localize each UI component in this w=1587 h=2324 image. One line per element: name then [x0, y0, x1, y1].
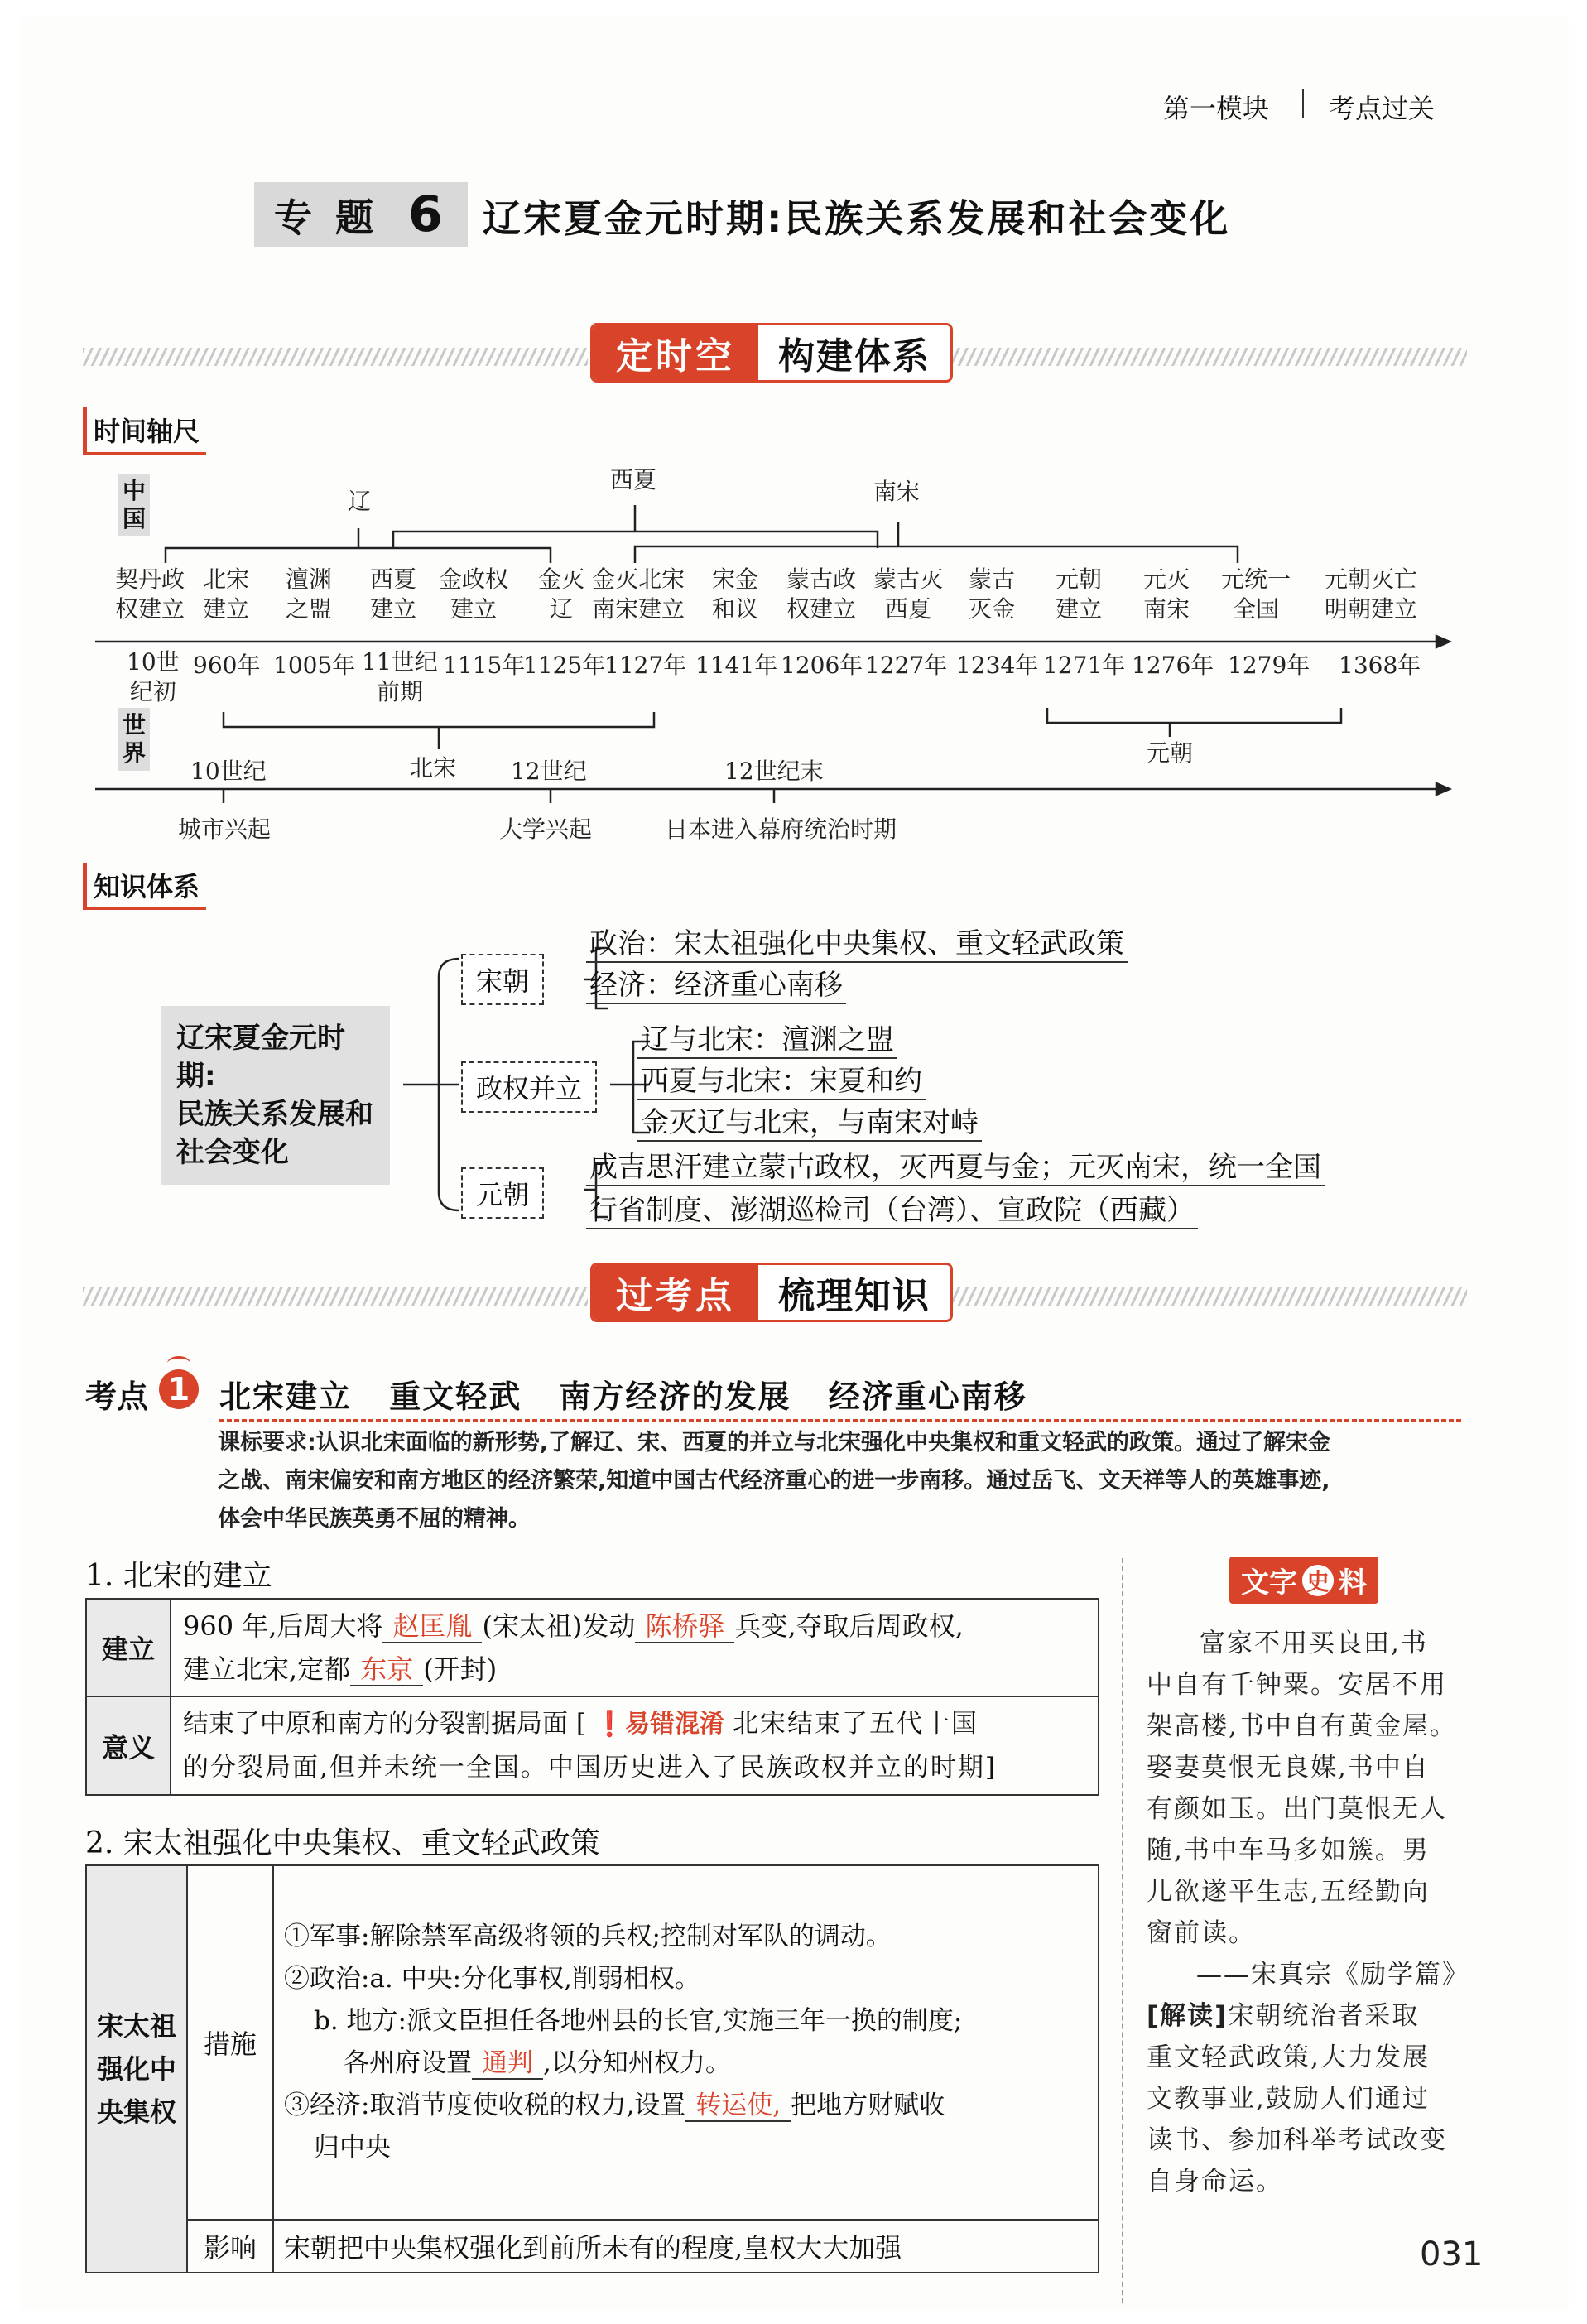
page-title: 辽宋夏金元时期:民族关系发展和社会变化 — [483, 196, 1231, 241]
timeline-event: 元朝灭亡 明朝建立 — [1325, 565, 1418, 623]
error-prone-tag: 易错混淆 — [625, 1710, 725, 1739]
banner-left: 定时空 — [593, 325, 758, 380]
kaodian-number: 1 — [159, 1369, 199, 1409]
timeline-year: 1234年 — [956, 652, 1039, 679]
answer-zhuanyunshi: 转运使, — [685, 2091, 791, 2122]
answer-chenqiaoyi: 陈桥驿 — [635, 1610, 734, 1643]
timeline-year: 1127年 — [604, 652, 687, 679]
page — [21, 17, 1569, 2310]
banner-right: 构建体系 — [758, 325, 950, 380]
centralization-table — [85, 1864, 1099, 2273]
poem-source: ——宋真宗《励学篇》 — [1196, 1960, 1469, 1990]
timeline-year: 1125年 — [523, 652, 606, 679]
significance-content: 结束了中原和南方的分裂割据局面 [ ❗易错混淆 北宋结束了五代十国 的分裂局面,但并未统一全国。中国历史进入了民族政权并立的时期] — [171, 1696, 1099, 1795]
world-event: 日本进入幕府统治时期 — [665, 816, 897, 843]
answer-zhaokuangyin: 赵匡胤 — [382, 1610, 482, 1643]
china-tag: 中国 — [118, 474, 150, 536]
timeline-event: 澶渊 之盟 — [286, 565, 333, 623]
timeline-year: 1206年 — [781, 652, 863, 679]
page-number: 031 — [1420, 2235, 1484, 2273]
timeline-event: 蒙古灭 西夏 — [873, 565, 944, 623]
timeline-event: 元朝 建立 — [1056, 565, 1103, 623]
measure-head: 措施 — [187, 1865, 273, 2220]
historical-material-title: 文字 史 料 — [1229, 1557, 1378, 1604]
row-head-significance: 意义 — [86, 1696, 171, 1795]
knowledge-topic: 辽宋夏金元时期: 民族关系发展和 社会变化 — [161, 1006, 390, 1185]
timeline-label: 时间轴尺 — [83, 407, 206, 455]
measure-content: ①军事:解除禁军高级将领的兵权;控制对军队的调动。 ②政治:a. 中央:分化事权,削弱相权。 b. 地方:派文臣担任各地州县的长官,实施三年一换的制度; 各州府设置 通判 ,以分知州权力。 ③经济:取消节度使收税的权力,设置 转运使, 把地方财赋收 归中央 — [273, 1865, 1099, 2220]
tree-item: 成吉思汗建立蒙古政权，灭西夏与金；元灭南宋，统一全国 — [586, 1144, 1325, 1186]
timeline-event: 宋金 和议 — [712, 565, 759, 623]
world-tag: 世界 — [118, 708, 150, 771]
timeline-year: 1005年 — [273, 652, 356, 679]
timeline-year: 1279年 — [1228, 652, 1310, 679]
divider-hatch — [950, 1287, 1467, 1306]
timeline-year: 1115年 — [443, 652, 526, 679]
signal-icon — [167, 1356, 190, 1370]
knowledge-label: 知识体系 — [83, 863, 206, 910]
timeline-event: 元灭 南宋 — [1143, 565, 1190, 623]
world-event: 大学兴起 — [499, 816, 593, 843]
topic-badge-number: 6 — [408, 185, 448, 243]
answer-dongjing: 东京 — [350, 1653, 423, 1686]
world-event: 城市兴起 — [178, 816, 272, 843]
founding-content: 960 年,后周大将 赵匡胤 (宋太祖)发动 陈桥驿 兵变,夺取后周政权, 建立北宋,定都 东京 (开封) — [171, 1599, 1099, 1696]
historical-material-text: 富家不用买良田,书 中自有千钟粟。安居不用 架高楼,书中自有黄金屋。 娶妻莫恨无良媒,书中自 有颜如玉。出门莫恨无人 随,书中车马多如簇。男 儿欲遂平生志,五经勤向 窗前读。 ——宋真宗《励学篇》 [解读]宋朝统治者采取 重文轻武政策,大力发展 文教事业,鼓励人们通过 读书、参加科举考试改变 自身命运。 — [1147, 1623, 1478, 2202]
error-prone-icon: ❗ — [594, 1710, 626, 1739]
banner-left: 过考点 — [593, 1265, 758, 1320]
timeline-event: 金政权 建立 — [439, 565, 509, 623]
timeline-year: 1276年 — [1132, 652, 1214, 679]
topic-badge-label: 专 题 — [274, 195, 379, 240]
xixia-label: 西夏 — [610, 466, 657, 493]
timeline-event: 北宋 建立 — [203, 565, 250, 623]
branch-regimes: 政权并立 — [461, 1061, 597, 1113]
kaodian-label: 考点 — [85, 1379, 149, 1415]
branch-song: 宋朝 — [461, 954, 544, 1005]
timeline-lines — [21, 17, 1569, 861]
timeline-year: 1271年 — [1043, 652, 1126, 679]
divider-hatch — [83, 1287, 588, 1306]
timeline-event: 契丹政 权建立 — [115, 565, 185, 623]
kaodian-heading: 北宋建立 重文轻武 南方经济的发展 经济重心南移 — [219, 1379, 1027, 1415]
beisong-label: 北宋 — [410, 754, 457, 782]
interpretation-tag: [解读] — [1147, 2001, 1229, 2031]
liao-label: 辽 — [348, 488, 372, 515]
timeline-year: 10世 纪初 — [127, 648, 180, 705]
banner-right: 梳理知识 — [758, 1265, 950, 1320]
curriculum-requirement: 课标要求:认识北宋面临的新形势,了解辽、宋、西夏的并立与北宋强化中央集权和重文轻武的政策。通过了解宋金 之战、南宋偏安和南方地区的经济繁荣,知道中国古代经济重心的进一步南移。通过岳飞、文天祥等人的英雄事迹, 体会中华民族英勇不屈的精神。 — [218, 1430, 1331, 1532]
nansong-label: 南宋 — [873, 478, 921, 505]
world-year: 12世纪末 — [724, 758, 824, 785]
timeline-event: 蒙古政 权建立 — [786, 565, 857, 623]
shi-icon: 史 — [1302, 1565, 1334, 1596]
timeline-event: 金灭 辽 — [538, 565, 585, 623]
timeline-year: 960年 — [193, 652, 261, 679]
row-head-centralization: 宋太祖 强化中 央集权 — [86, 1865, 187, 2273]
section-banner-review — [590, 1263, 953, 1322]
timeline-year: 1141年 — [695, 652, 778, 679]
world-year: 10世纪 — [190, 758, 267, 785]
founding-table — [85, 1598, 1099, 1796]
section2-title: 2. 宋太祖强化中央集权、重文轻武政策 — [85, 1826, 600, 1860]
timeline-year: 1368年 — [1339, 652, 1421, 679]
tree-item: 西夏与北宋：宋夏和约 — [637, 1058, 926, 1100]
timeline-year: 1227年 — [865, 652, 948, 679]
timeline-year: 11世纪 前期 — [362, 648, 438, 705]
timeline-event: 西夏 建立 — [370, 565, 417, 623]
tree-item: 辽与北宋：澶渊之盟 — [637, 1017, 897, 1059]
answer-tongpan: 通判 — [472, 2048, 543, 2080]
branch-yuan: 元朝 — [461, 1167, 544, 1219]
impact-content: 宋朝把中央集权强化到前所未有的程度,皇权大大加强 — [273, 2220, 1099, 2273]
yuanchao-label: 元朝 — [1147, 739, 1194, 767]
timeline-event: 金灭北宋 南宋建立 — [592, 565, 685, 623]
heading-underline — [219, 1419, 1461, 1422]
timeline-event: 蒙古 灭金 — [969, 565, 1016, 623]
impact-head: 影响 — [187, 2220, 273, 2273]
section-label: 考点过关 — [1329, 93, 1436, 124]
module-label: 第一模块 — [1163, 93, 1270, 124]
section1-title: 1. 北宋的建立 — [85, 1559, 272, 1593]
tree-item: 金灭辽与北宋，与南宋对峙 — [637, 1099, 982, 1142]
timeline-event: 元统一 全国 — [1221, 565, 1291, 623]
world-year: 12世纪 — [511, 758, 587, 785]
tree-item: 政治：宋太祖强化中央集权、重文轻武政策 — [586, 921, 1128, 963]
side-divider — [1122, 1558, 1123, 2303]
row-head-founding: 建立 — [86, 1599, 171, 1696]
tree-item: 经济：经济重心南移 — [586, 962, 846, 1004]
tree-item: 行省制度、澎湖巡检司（台湾）、宣政院（西藏） — [586, 1187, 1198, 1229]
